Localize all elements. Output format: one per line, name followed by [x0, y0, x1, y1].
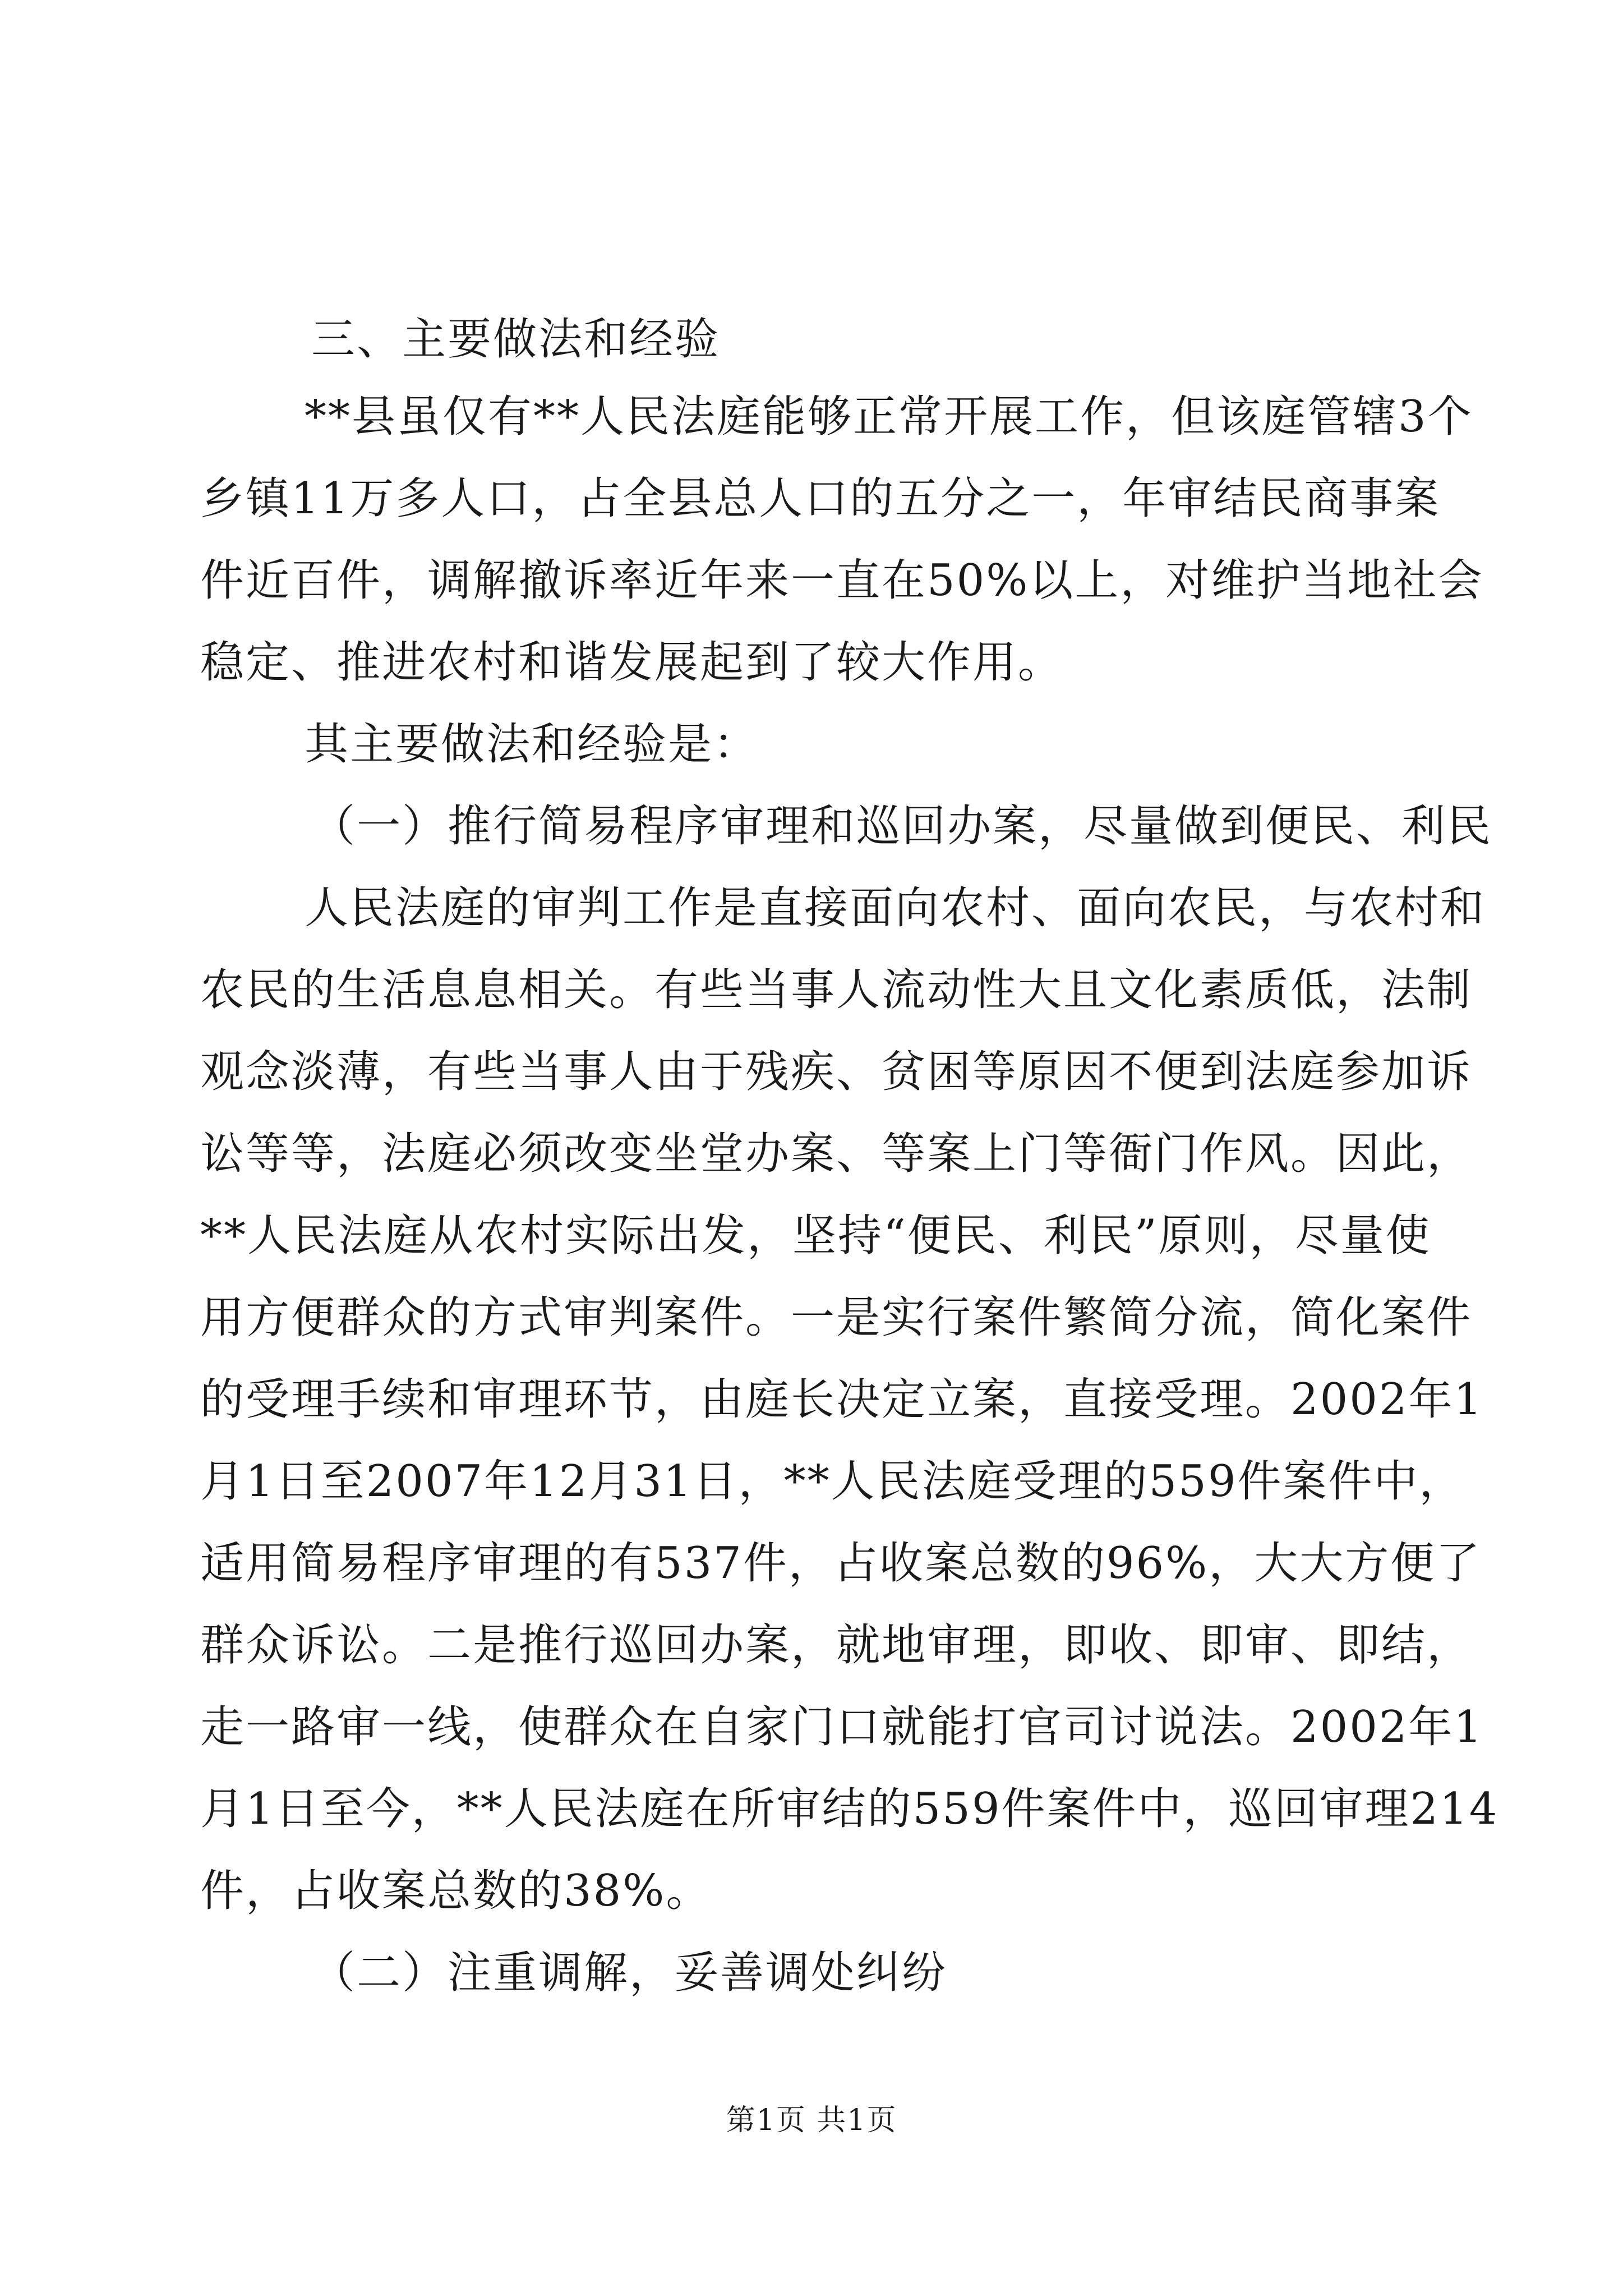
paragraph-line: **人民法庭从农村实际出发，坚持“便民、利民”原则，尽量使	[200, 1211, 1431, 1261]
paragraph-line: 稳定、推进农村和谐发展起到了较大作用。	[200, 637, 1064, 688]
paragraph-line: 群众诉讼。二是推行巡回办案，就地审理，即收、即审、即结，	[200, 1620, 1473, 1671]
paragraph-line: 月1日至今，**人民法庭在所审结的559件案件中，巡回审理214	[200, 1784, 1499, 1834]
section-heading: 三、主要做法和经验	[311, 314, 721, 365]
paragraph-line: 件近百件，调解撤诉率近年来一直在50%以上，对维护当地社会	[200, 555, 1484, 606]
paragraph-line: 乡镇11万多人口，占全县总人口的五分之一，年审结民商事案	[200, 473, 1441, 524]
subsection-heading: （二）注重调解，妥善调处纠纷	[311, 1948, 948, 1998]
paragraph-line: **县虽仅有**人民法庭能够正常开展工作，但该庭管辖3个	[305, 392, 1473, 442]
page-number-footer: 第1页 共1页	[726, 2104, 897, 2137]
paragraph-line: 走一路审一线，使群众在自家门口就能打官司讨说法。2002年1	[200, 1702, 1484, 1752]
paragraph-line: 观念淡薄，有些当事人由于残疾、贫困等原因不便到法庭参加诉	[200, 1047, 1473, 1097]
paragraph-line: 的受理手续和审理环节，由庭长决定立案，直接受理。2002年1	[200, 1374, 1484, 1425]
paragraph-line: 用方便群众的方式审判案件。一是实行案件繁简分流，简化案件	[200, 1292, 1473, 1343]
paragraph-line: 讼等等，法庭必须改变坐堂办案、等案上门等衙门作风。因此，	[200, 1129, 1473, 1179]
paragraph-line: 月1日至2007年12月31日，**人民法庭受理的559件案件中，	[200, 1456, 1465, 1507]
subsection-heading: （一）推行简易程序审理和巡回办案，尽量做到便民、利民	[311, 801, 1493, 852]
paragraph-line: 适用简易程序审理的有537件，占收案总数的96%，大大方便了	[200, 1538, 1482, 1589]
paragraph-line: 农民的生活息息相关。有些当事人流动性大且文化素质低，法制	[200, 965, 1473, 1015]
paragraph-line: 人民法庭的审判工作是直接面向农村、面向农民，与农村和	[305, 883, 1486, 933]
paragraph-line: 件，占收案总数的38%。	[200, 1866, 712, 1916]
paragraph-line: 其主要做法和经验是：	[305, 719, 759, 770]
